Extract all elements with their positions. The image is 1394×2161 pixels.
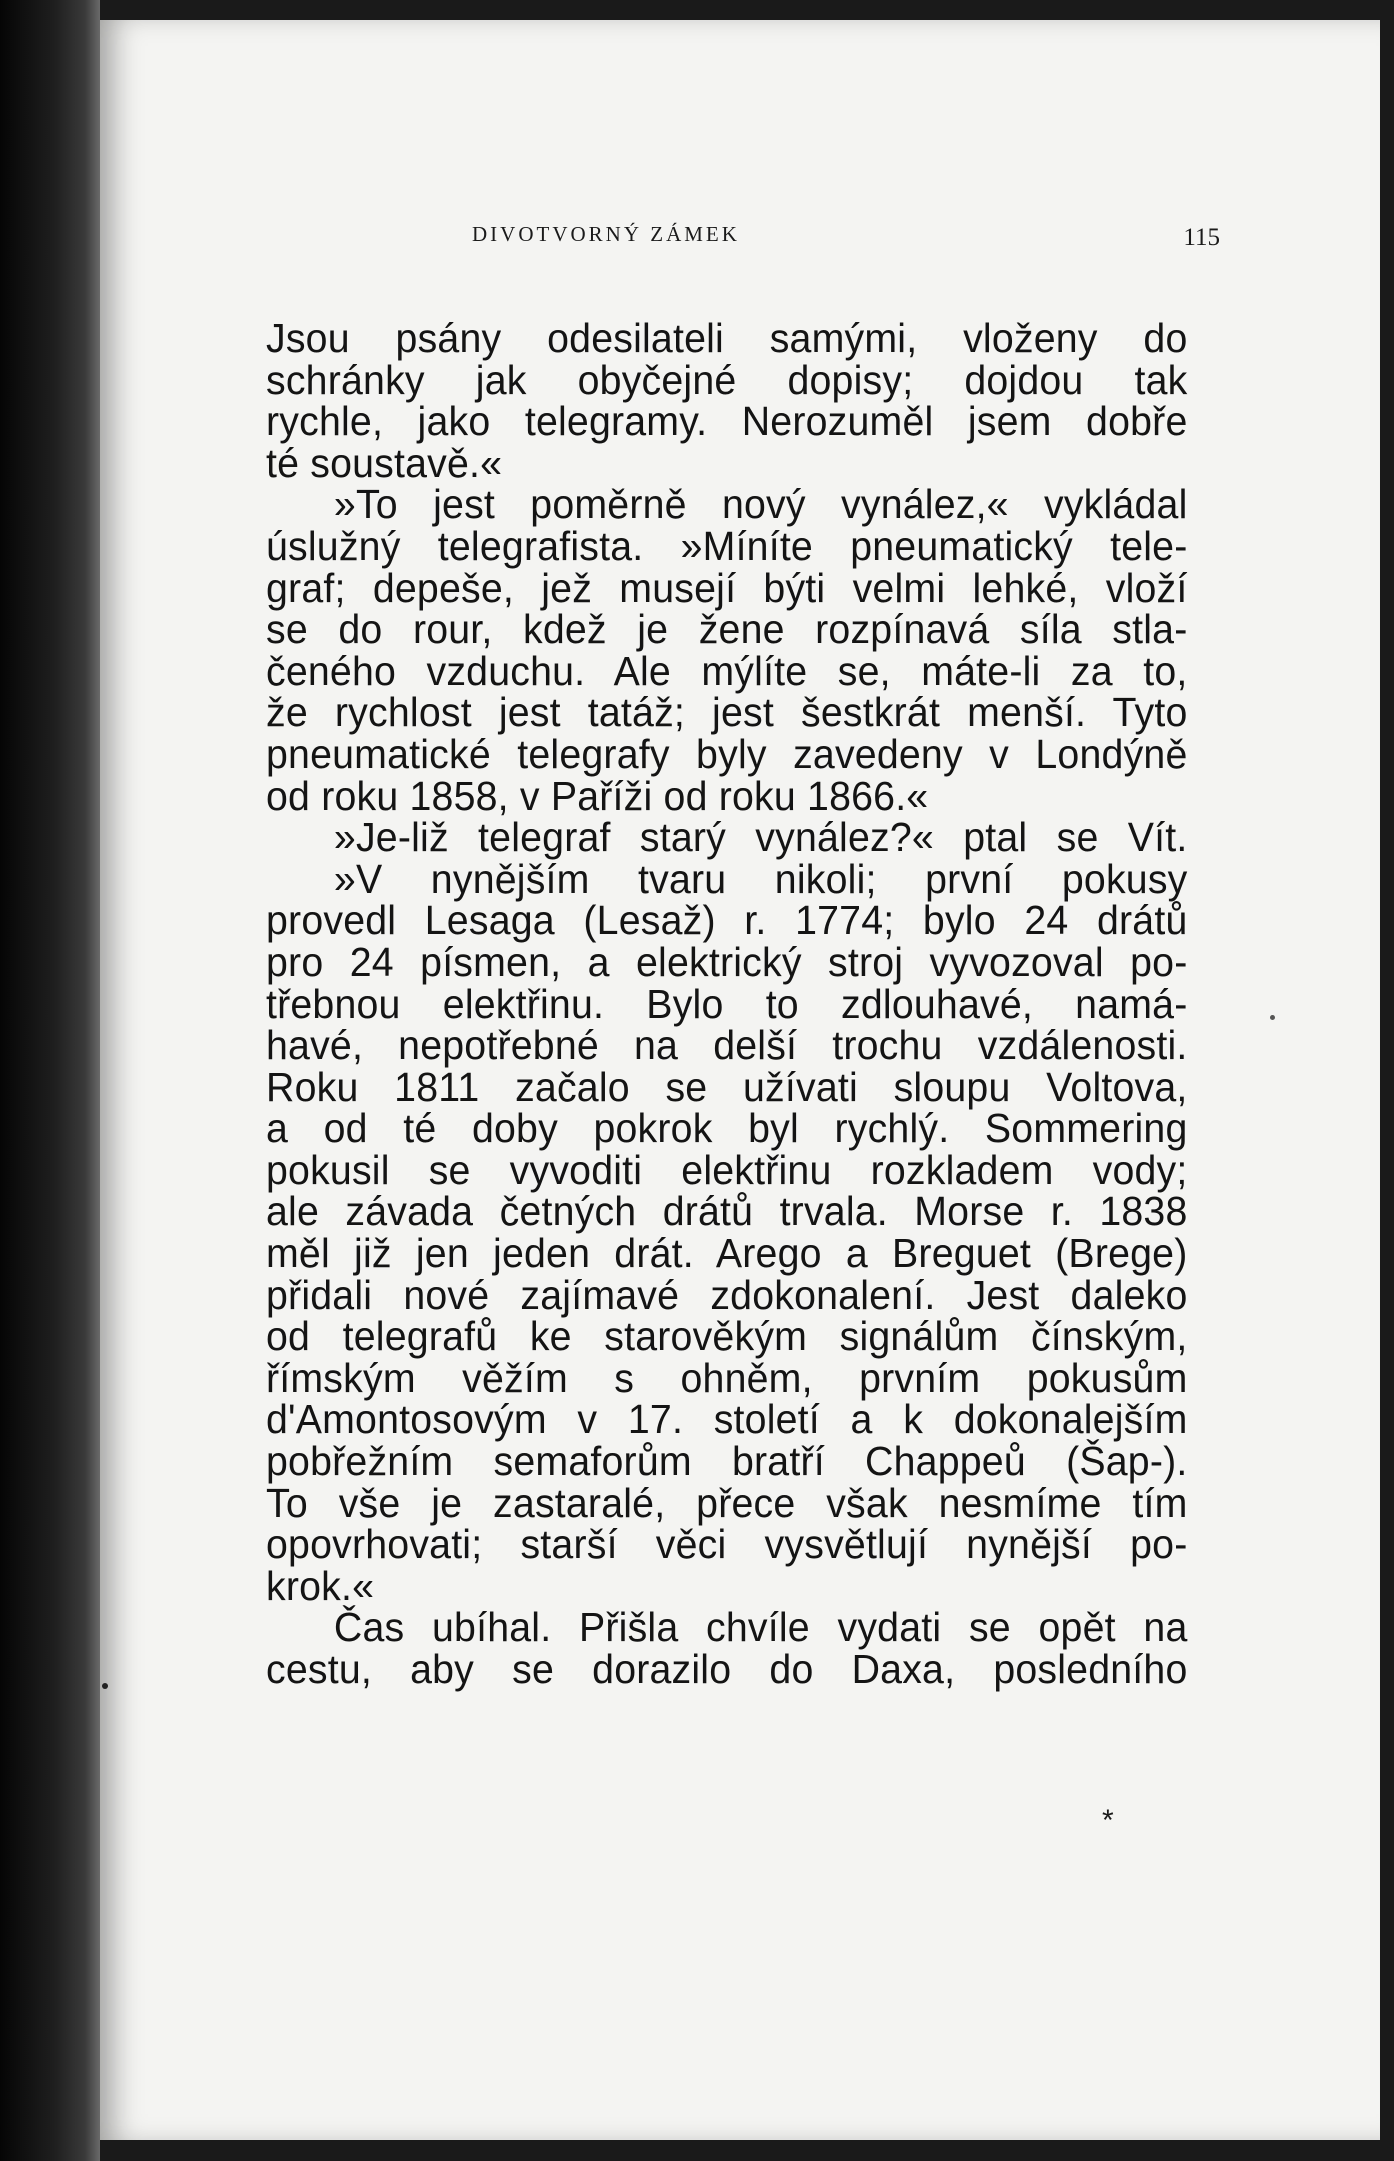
text-line: havé, nepotřebné na delší trochu vzdálenosti. — [266, 1022, 1188, 1069]
text-line: cestu, aby se dorazilo do Daxa, posledního — [266, 1646, 1188, 1692]
text-line: »To jest poměrně nový vynález,« vykládal — [333, 481, 1188, 528]
text-line: Roku 1811 začalo se užívati sloupu Voltova, — [266, 1063, 1188, 1110]
text-line: té soustavě.« — [266, 439, 503, 486]
page-number: 115 — [1183, 224, 1220, 251]
text-line: římským věžím s ohněm, prvním pokusům — [266, 1354, 1188, 1401]
text-line: rychle, jako telegramy. Nerozuměl jsem dobře — [266, 398, 1188, 445]
running-title: DIVOTVORNÝ ZÁMEK — [472, 222, 740, 246]
text-line: To vše je zastaralé, přece však nesmíme tím — [266, 1479, 1188, 1526]
text-line: od telegrafů ke starověkým signálům čínským, — [266, 1313, 1188, 1360]
text-line: ale závada četných drátů trvala. Morse r. 1838 — [266, 1188, 1188, 1235]
text-line: se do rour, kdež je žene rozpínavá síla stla- — [266, 606, 1188, 653]
text-line: přidali nové zajímavé zdokonalení. Jest daleko — [266, 1271, 1188, 1318]
text-line: pokusil se vyvoditi elektřinu rozkladem vody; — [266, 1146, 1188, 1193]
text-line: graf; depeše, jež musejí býti velmi lehké, vloží — [266, 564, 1188, 611]
text-line: měl již jen jeden drát. Arego a Breguet (Brege) — [266, 1230, 1188, 1277]
text-line: pneumatické telegrafy byly zavedeny v Londýně — [266, 730, 1188, 777]
book-page — [100, 20, 1380, 2140]
text-line: »V nynějším tvaru nikoli; první pokusy — [333, 855, 1188, 902]
text-line: schránky jak obyčejné dopisy; dojdou tak — [266, 356, 1188, 403]
text-line: úslužný telegrafista. »Míníte pneumatický tele- — [266, 522, 1188, 569]
dust-speck — [102, 1683, 108, 1689]
text-line: pro 24 písmen, a elektrický stroj vyvozoval po- — [266, 938, 1188, 985]
running-header — [472, 222, 1220, 262]
text-line: a od té doby pokrok byl rychlý. Sommering — [266, 1105, 1188, 1152]
body-text — [266, 315, 1188, 1692]
book-spine-shadow — [0, 0, 100, 2161]
text-line: že rychlost jest tatáž; jest šestkrát menší. Tyto — [266, 689, 1188, 736]
text-line: pobřežním semaforům bratří Chappeů (Šap-). — [266, 1438, 1188, 1485]
text-line: opovrhovati; starší věci vysvětlují nynější po- — [266, 1521, 1188, 1568]
text-line: d'Amontosovým v 17. století a k dokonalejším — [266, 1396, 1188, 1443]
text-line: provedl Lesaga (Lesaž) r. 1774; bylo 24 drátů — [266, 897, 1188, 944]
text-line: Čas ubíhal. Přišla chvíle vydati se opět na — [333, 1604, 1188, 1651]
signature-mark: * — [1102, 1804, 1114, 1837]
dust-speck — [1270, 1015, 1275, 1020]
text-line: čeného vzduchu. Ale mýlíte se, máte-li za to, — [266, 647, 1188, 694]
text-line: Jsou psány odesilateli samými, vloženy do — [266, 315, 1188, 361]
text-line: třebnou elektřinu. Bylo to zdlouhavé, namá- — [266, 980, 1188, 1027]
text-line: krok.« — [266, 1562, 375, 1609]
text-line: od roku 1858, v Paříži od roku 1866.« — [266, 772, 929, 819]
text-line: »Je-liž telegraf starý vynález?« ptal se Vít. — [333, 814, 1188, 861]
